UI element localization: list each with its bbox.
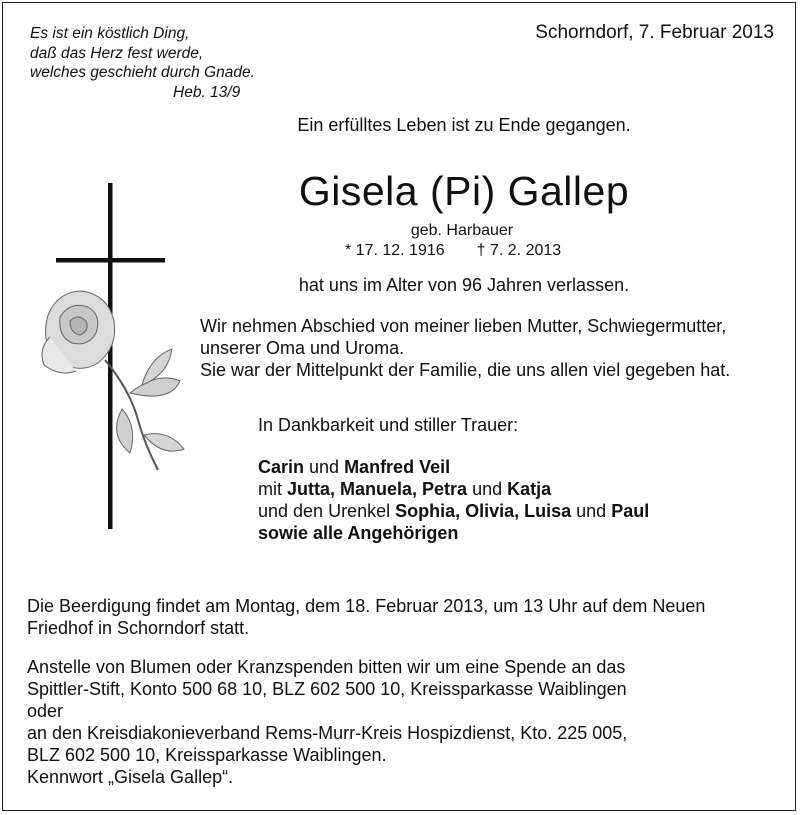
donation-line: Anstelle von Blumen oder Kranzspenden bitten wir um eine Spende an das (27, 657, 626, 677)
death-date: † 7. 2. 2013 (476, 242, 562, 259)
birth-date: * 17. 12. 1916 (345, 242, 445, 259)
deceased-name: Gisela (Pi) Gallep (298, 168, 630, 214)
mourner-line (258, 478, 649, 500)
mourner-line (258, 456, 649, 478)
donation-notice (27, 656, 627, 788)
funeral-line: Die Beerdigung findet am Montag, dem 18. Februar 2013, um 13 Uhr auf dem Neuen (27, 596, 706, 616)
verse-line: Es ist ein köstlich Ding, (30, 25, 190, 42)
funeral-notice (27, 595, 705, 639)
mourner-name: sowie alle Angehörigen (258, 523, 459, 543)
mourner-connector: mit (258, 479, 287, 499)
mourner-line (258, 500, 649, 522)
farewell-line: Sie war der Mittelpunkt der Familie, die uns allen viel gegeben hat. (200, 360, 731, 380)
donation-line: oder (27, 701, 64, 721)
mourner-connector: und (304, 457, 345, 477)
donation-line: an den Kreisdiakonieverband Rems-Murr-Kreis Hospizdienst, Kto. 225 005, (27, 723, 628, 743)
bible-verse (30, 24, 255, 102)
mourner-connector: und (571, 501, 612, 521)
mourner-name: Carin (258, 457, 305, 477)
donation-line: Kennwort „Gisela Gallep“. (27, 767, 234, 787)
life-dates (345, 242, 561, 260)
rose-icon (30, 285, 190, 475)
mourner-connector: und den Urenkel (258, 501, 396, 521)
age-line: hat uns im Alter von 96 Jahren verlassen. (298, 275, 630, 295)
mourner-name: Manfred Veil (344, 457, 451, 477)
mourner-line (258, 522, 649, 544)
donation-line: BLZ 602 500 10, Kreissparkasse Waiblingen. (27, 745, 387, 765)
mourner-name: Sophia, Olivia, Luisa (395, 501, 572, 521)
donation-line: Spittler-Stift, Konto 500 68 10, BLZ 602 500 10, Kreissparkasse Waiblingen (27, 679, 627, 699)
verse-line: daß das Herz fest werde, (30, 44, 204, 62)
intro-line: Ein erfülltes Leben ist zu Ende gegangen. (297, 115, 631, 135)
mourner-connector: und (467, 479, 508, 499)
funeral-line: Friedhof in Schorndorf statt. (27, 618, 250, 638)
farewell-text (200, 315, 730, 381)
mourners-list (258, 456, 649, 544)
farewell-line: Wir nehmen Abschied von meiner lieben Mutter, Schwiegermutter, (200, 316, 727, 336)
mourner-name: Paul (611, 501, 650, 521)
place-date: Schorndorf, 7. Februar 2013 (535, 22, 774, 43)
thanks-line: In Dankbarkeit und stiller Trauer: (258, 415, 519, 435)
verse-reference: Heb. 13/9 (173, 83, 241, 101)
mourner-name: Katja (507, 479, 552, 499)
mourner-name: Jutta, Manuela, Petra (287, 479, 468, 499)
farewell-line: unserer Oma und Uroma. (200, 338, 405, 358)
verse-line: welches geschieht durch Gnade. (30, 64, 255, 81)
birth-name: geb. Harbauer (410, 222, 514, 239)
